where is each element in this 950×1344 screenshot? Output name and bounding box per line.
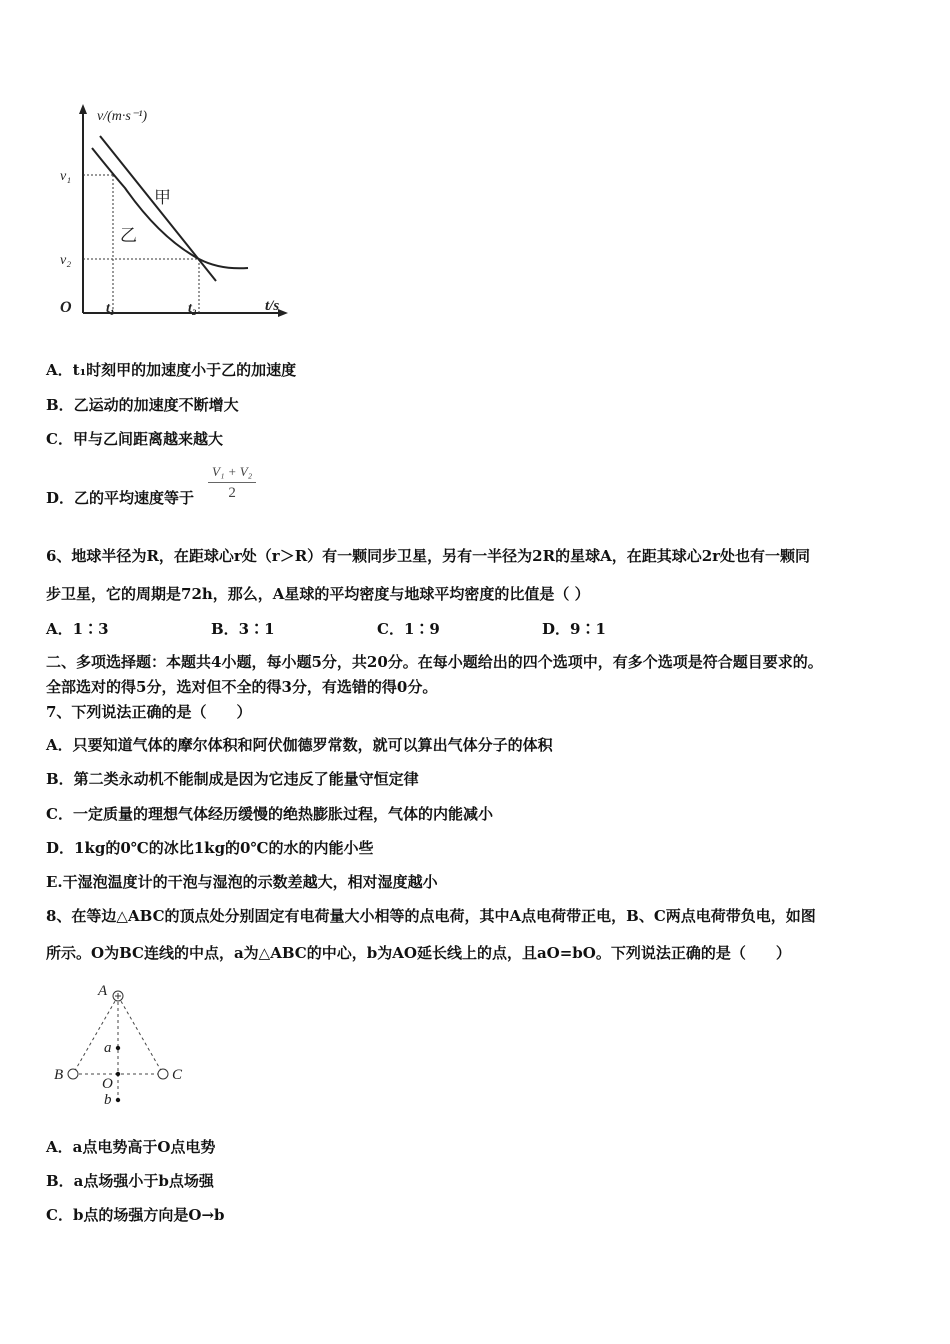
q7-option-e: E.干湿泡温度计的干泡与湿泡的示数差越大，相对湿度越小 bbox=[46, 873, 438, 891]
velocity-time-graph bbox=[50, 98, 300, 323]
section2-line2: 全部选对的得5分，选对但不全的得3分，有选错的得0分。 bbox=[46, 678, 438, 696]
t2-label: t₂ bbox=[188, 301, 197, 316]
label-C: C bbox=[172, 1067, 183, 1083]
q6-option-d: D．9∶1 bbox=[542, 620, 606, 638]
q8-stem-line2: 所示。O为BC连线的中点，a为△ABC的中心，b为AO延长线上的点，且aO=bO。下列说法正确的是（ ） bbox=[46, 944, 791, 962]
q5-option-c: C．甲与乙间距离越来越大 bbox=[46, 430, 223, 448]
q8-option-b: B．a点场强小于b点场强 bbox=[46, 1172, 214, 1190]
point-b bbox=[116, 1098, 120, 1102]
x-axis-arrow bbox=[278, 309, 288, 317]
label-B: B bbox=[54, 1067, 64, 1083]
y-axis-label: v/(m·s⁻¹) bbox=[97, 109, 148, 124]
triangle-charge-figure bbox=[48, 978, 198, 1110]
q8-option-c: C．b点的场强方向是O→b bbox=[46, 1206, 225, 1224]
curve-jia bbox=[92, 148, 248, 268]
label-A: A bbox=[98, 983, 108, 999]
q6-option-c: C．1∶9 bbox=[377, 620, 440, 638]
q8-option-a: A．a点电势高于O点电势 bbox=[46, 1138, 216, 1156]
origin-label: O bbox=[60, 299, 72, 316]
point-a bbox=[116, 1046, 120, 1050]
q5-option-b: B．乙运动的加速度不断增大 bbox=[46, 396, 239, 414]
point-o bbox=[116, 1072, 120, 1076]
v2-label: v₂ bbox=[60, 253, 72, 268]
section2-line1: 二、多项选择题：本题共4小题，每小题5分，共20分。在每小题给出的四个选项中，有多个选项是符合题目要求的。 bbox=[46, 653, 823, 671]
q7-stem: 7、下列说法正确的是（ ） bbox=[46, 703, 252, 721]
q5-option-d-fraction bbox=[208, 464, 256, 502]
q5-option-d: D．乙的平均速度等于 bbox=[46, 489, 195, 507]
charge-c-negative bbox=[158, 1069, 168, 1079]
edge-ab bbox=[73, 996, 118, 1074]
q7-option-a: A．只要知道气体的摩尔体积和阿伏伽德罗常数，就可以算出气体分子的体积 bbox=[46, 736, 553, 754]
x-axis-label: t/s bbox=[265, 298, 280, 314]
charge-b-negative bbox=[68, 1069, 78, 1079]
fraction-denominator: 2 bbox=[228, 485, 236, 501]
line-yi-label: 乙 bbox=[120, 226, 137, 245]
line-yi bbox=[100, 136, 216, 281]
label-b: b bbox=[104, 1092, 112, 1108]
q6-stem-line1: 6、地球半径为R，在距球心r处（r＞R）有一颗同步卫星，另有一半径为2R的星球A，在距其球心2r处也有一颗同 bbox=[46, 547, 811, 565]
fraction-numerator: V₁ + V₂ bbox=[208, 464, 256, 483]
q8-stem-line1: 8、在等边△ABC的顶点处分别固定有电荷量大小相等的点电荷，其中A点电荷带正电，B、C两点电荷带负电，如图 bbox=[46, 907, 816, 925]
q7-option-b: B．第二类永动机不能制成是因为它违反了能量守恒定律 bbox=[46, 770, 419, 788]
q6-stem-line2: 步卫星，它的周期是72h，那么，A星球的平均密度与地球平均密度的比值是（ ） bbox=[46, 585, 590, 603]
edge-ac bbox=[118, 996, 163, 1074]
label-O: O bbox=[102, 1076, 113, 1092]
q7-option-d: D．1kg的0℃的冰比1kg的0℃的水的内能小些 bbox=[46, 839, 374, 857]
q5-option-a: A．t₁时刻甲的加速度小于乙的加速度 bbox=[46, 361, 297, 379]
q6-option-b: B．3∶1 bbox=[211, 620, 275, 638]
q6-option-a: A．1∶3 bbox=[46, 620, 109, 638]
label-a: a bbox=[104, 1040, 112, 1056]
t1-label: t₁ bbox=[106, 301, 115, 316]
curve-jia-label: 甲 bbox=[154, 188, 171, 207]
v1-label: v₁ bbox=[60, 169, 72, 184]
q7-option-c: C．一定质量的理想气体经历缓慢的绝热膨胀过程，气体的内能减小 bbox=[46, 805, 493, 823]
y-axis-arrow bbox=[79, 104, 87, 114]
